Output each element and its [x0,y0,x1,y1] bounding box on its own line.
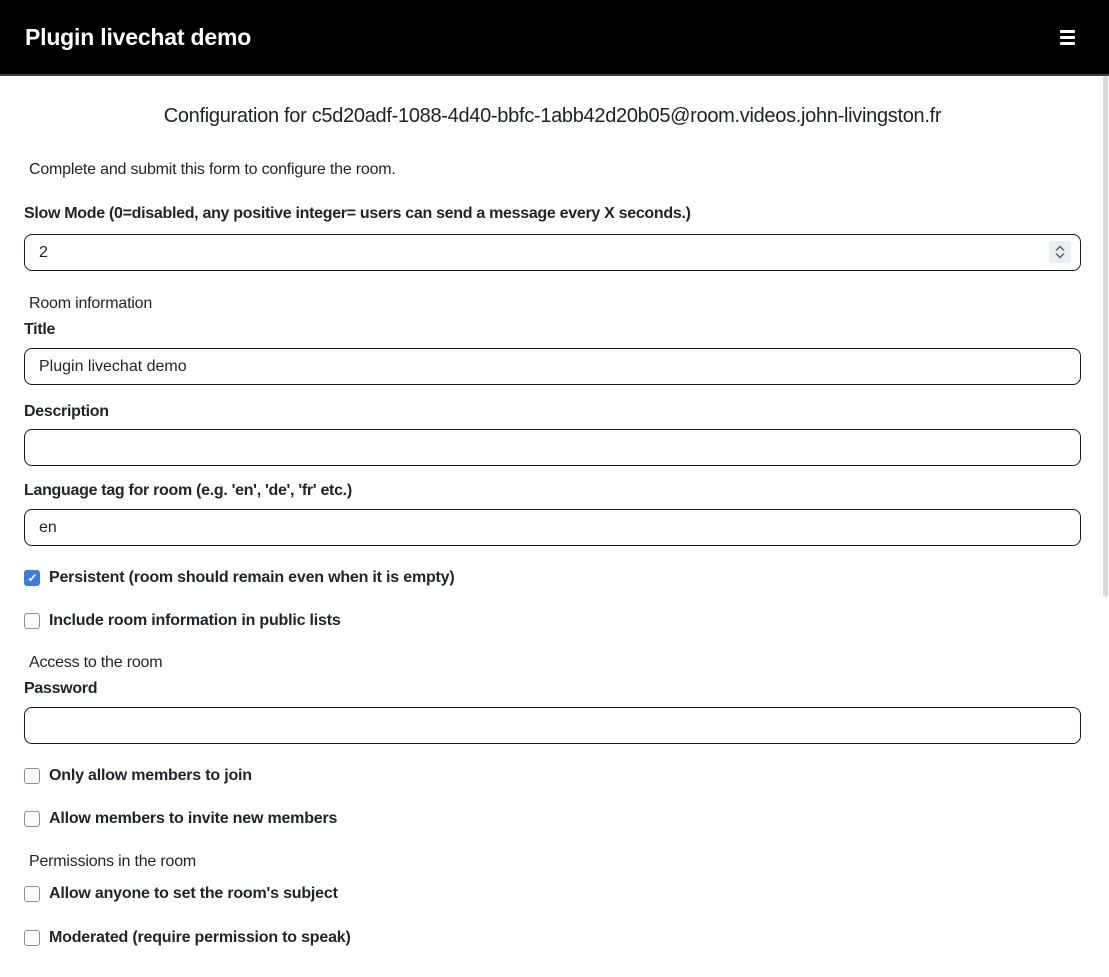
persistent-checkbox-label[interactable]: Persistent (room should remain even when it is empty) [49,569,455,586]
password-label: Password [24,680,98,697]
change-subject-checkbox-label[interactable]: Allow anyone to set the room's subject [49,885,338,902]
form-instructions: Complete and submit this form to configure the room. [29,161,396,178]
persistent-checkbox-row [24,569,1081,587]
members-invite-checkbox[interactable] [24,811,40,827]
description-label: Description [24,403,109,420]
app-title: Plugin livechat demo [25,23,252,50]
page-title: Configuration for c5d20adf-1088-4d40-bbfc-1abb42d20b05@room.videos.john-livingston.fr [163,105,942,127]
description-field [24,429,1081,466]
hamburger-icon [1060,30,1075,45]
password-input[interactable] [24,707,1081,744]
moderated-checkbox[interactable] [24,930,40,946]
section-room-information: Room information [29,295,153,312]
public-list-checkbox-row [24,612,1081,630]
public-list-checkbox[interactable] [24,613,40,629]
number-spinner[interactable] [1049,241,1071,263]
vertical-scrollbar[interactable] [1103,76,1108,597]
members-only-checkbox-row [24,767,1081,785]
language-tag-input[interactable] [24,509,1081,546]
menu-button[interactable] [1056,26,1079,49]
members-only-checkbox[interactable] [24,768,40,784]
section-permissions: Permissions in the room [29,853,197,870]
description-input[interactable] [24,429,1081,466]
slow-mode-input[interactable] [24,234,1081,271]
moderated-checkbox-row [24,929,1081,947]
title-label: Title [24,321,56,338]
change-subject-checkbox[interactable] [24,886,40,902]
chevron-up-down-icon [1055,245,1065,259]
public-list-checkbox-label[interactable]: Include room information in public lists [49,612,341,629]
slow-mode-field [24,234,1081,271]
moderated-checkbox-label[interactable]: Moderated (require permission to speak) [49,929,351,946]
password-field [24,707,1081,744]
app-header [0,0,1109,76]
members-invite-checkbox-label[interactable]: Allow members to invite new members [49,810,338,827]
language-tag-label: Language tag for room (e.g. 'en', 'de', 'fr' etc.) [24,482,352,499]
persistent-checkbox[interactable] [24,570,40,586]
section-access-to-room: Access to the room [29,654,163,671]
change-subject-checkbox-row [24,885,1081,903]
language-tag-field [24,509,1081,546]
members-only-checkbox-label[interactable]: Only allow members to join [49,767,252,784]
title-input[interactable] [24,348,1081,385]
members-invite-checkbox-row [24,810,1081,828]
config-form [0,105,1109,977]
slow-mode-label: Slow Mode (0=disabled, any positive integer= users can send a message every X seconds.) [24,205,691,222]
title-field [24,348,1081,385]
